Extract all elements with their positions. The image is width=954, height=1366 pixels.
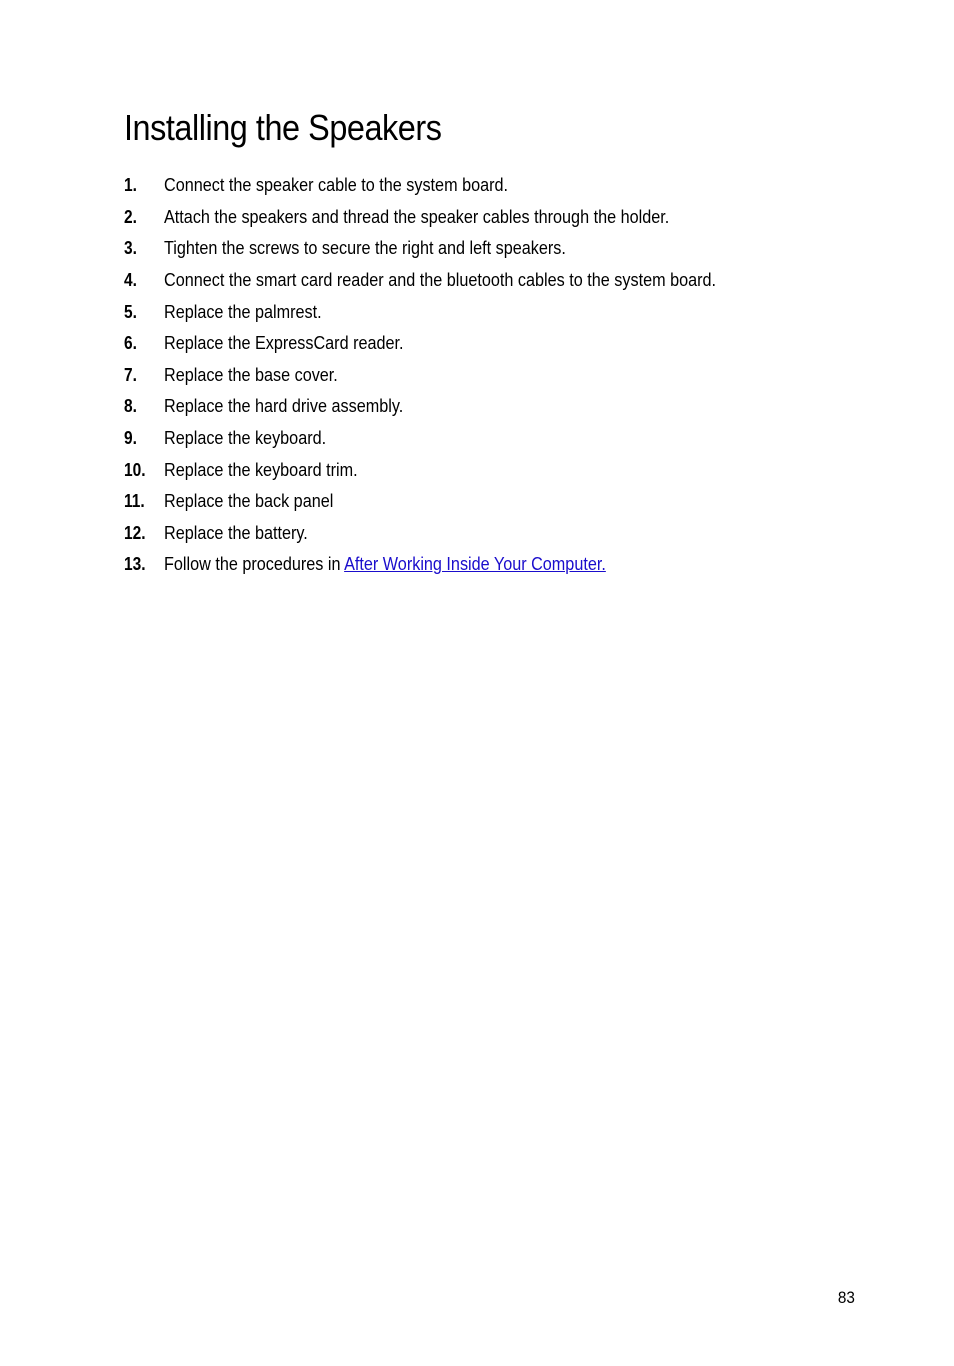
step-text: Replace the keyboard trim.: [164, 459, 358, 480]
page-title: Installing the Speakers: [124, 107, 442, 148]
steps-list: [124, 170, 884, 581]
list-item: [124, 233, 884, 265]
page-number: 83: [837, 1288, 855, 1307]
step-text: Connect the speaker cable to the system board.: [164, 175, 508, 196]
step-text: Replace the back panel: [164, 491, 334, 512]
step-number: 6.: [124, 333, 137, 354]
after-working-inside-link[interactable]: After Working Inside Your Computer.: [344, 554, 606, 575]
step-number: 4.: [124, 270, 137, 291]
step-number: 2.: [124, 206, 137, 227]
step-text: Attach the speakers and thread the speaker cables through the holder.: [164, 206, 670, 227]
list-item: [124, 549, 884, 581]
list-item: [124, 265, 884, 297]
step-number: 11.: [124, 491, 145, 512]
list-item: [124, 391, 884, 423]
step-text-container: [164, 554, 606, 575]
step-text: Connect the smart card reader and the bluetooth cables to the system board.: [164, 270, 717, 291]
step-number: 9.: [124, 428, 137, 449]
list-item: [124, 328, 884, 360]
list-item: [124, 170, 884, 202]
step-text: Replace the ExpressCard reader.: [164, 333, 404, 354]
step-text: Replace the hard drive assembly.: [164, 396, 404, 417]
list-item: [124, 360, 884, 392]
list-item: [124, 454, 884, 486]
step-text: Replace the base cover.: [164, 364, 338, 385]
step-text: Replace the keyboard.: [164, 428, 327, 449]
step-number: 5.: [124, 301, 137, 322]
step-text: Replace the battery.: [164, 522, 308, 543]
list-item: [124, 486, 884, 518]
step-number: 8.: [124, 396, 137, 417]
step-number: 13.: [124, 554, 146, 575]
step-text: Replace the palmrest.: [164, 301, 322, 322]
step-number: 12.: [124, 522, 146, 543]
list-item: [124, 296, 884, 328]
step-text: Follow the procedures in: [164, 554, 345, 575]
list-item: [124, 423, 884, 455]
list-item: [124, 202, 884, 234]
step-number: 3.: [124, 238, 137, 259]
step-number: 7.: [124, 364, 137, 385]
step-text: Tighten the screws to secure the right and left speakers.: [164, 238, 566, 259]
step-number: 1.: [124, 175, 137, 196]
list-item: [124, 518, 884, 550]
step-number: 10.: [124, 459, 146, 480]
